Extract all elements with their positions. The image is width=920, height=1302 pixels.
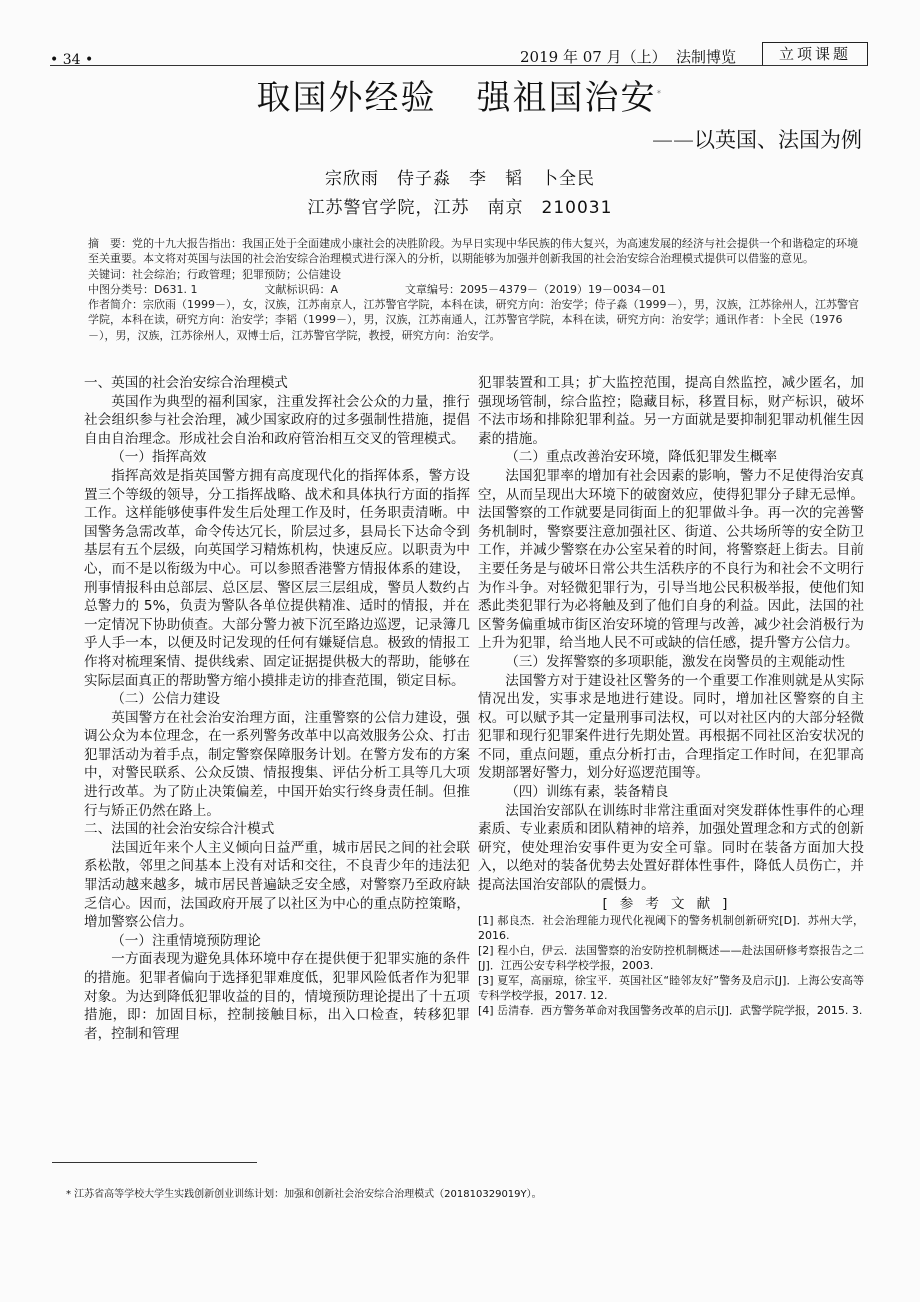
reference-item: [3] 夏军，高丽琼，徐宝平．英国社区“睦邻友好”警务及启示[J]．上海公安高等专科学校学报，2017. 12. [478,974,864,1003]
subsection-heading: （四）训练有素，装备精良 [505,784,669,801]
title-part-a: 取国外经验 [256,78,437,118]
article-subtitle: ——以英国、法国为例 [652,128,862,152]
title-part-b: 强祖国治安 [476,78,657,118]
right-column [478,374,864,1018]
reference-item: [2] 程小白，伊云．法国警察的治安防控机制概述——赴法国研修考察报告之二[J]．江西公安专科学校学报，2003. [478,944,864,973]
subsection-heading: （二）重点改善治安环境，降低犯罪发生概率 [505,449,778,466]
keywords: 关键词：社会综治；行政管理；犯罪预防；公信建设 [88,267,341,281]
section-heading: 二、法国的社会治安综合汁模式 [84,821,275,838]
issue-date: 2019 年 07 月（上） [520,48,667,66]
reference-item: [4] 岳清春．西方警务革命对我国警务改革的启示[J]．武警学院学报，2015. 3. [478,1004,863,1018]
paragraph: 法国犯罪率的增加有社会因素的影响，警力不足使得治安真空，从而呈现出大环境下的破窗效应，使得犯罪分子肆无忌惮。法国警察的工作就要是同街面上的犯罪做斗争。再一次的完善警务机制时，警察要注意加强社区、街道、公共场所等的安全防卫工作，并减少警察在办公室呆着的时间，将警察赶上街去。目前主要任务是与破坏日常公共生活秩序的不良行为和社会不文明行为作斗争。对轻微犯罪行为，引导当地公民积极举报，使他们知悉此类犯罪行为必将触及到了他们自身的利益。因此，法国的社区警务偏重城市街区治安环境的管理与改善，减少社会消极行为上升为犯罪，给当地人民不可或缺的信任感，提升警方公信力。 [478,467,864,652]
section-label: 立项课题 [762,42,868,66]
subsection-heading: （一）指挥高效 [111,449,207,466]
page-number: • 34 • [50,52,94,68]
subsection-heading: （三）发挥警察的多项职能，激发在岗警员的主观能动性 [505,653,846,670]
paragraph: 法国警方对于建设社区警务的一个重要工作准则就是从实际情况出发，实事求是地进行建设。同时，增加社区警察的自主权。可以赋予其一定量刑事司法权，可以对社区内的大部分轻微犯罪和现行犯罪案件进行先期处置。再根据不同社区治安状况的不同，重点问题，重点分析打击，合理指定工作时间，在犯罪高发期部署好警力，划分好巡逻范围等。 [478,672,864,782]
section-heading: 一、英国的社会治安综合治理模式 [84,375,288,391]
references-heading: [参考文献] [602,895,740,912]
footnote: * 江苏省高等学校大学生实践创新创业训练计划：加强和创新社会治安综合治理模式（201810329019Y）。 [66,1189,542,1200]
paragraph: 犯罪装置和工具；扩大监控范围，提高自然监控，减少匿名，加强现场管制，综合监控；隐藏目标，移置目标，财产标识，破坏不法市场和排除犯罪利益。另一方面就是要抑制犯罪动机催生因素的措施。 [478,375,864,447]
classification-line [88,282,864,297]
right-column-body [478,374,864,895]
subsection-heading: （二）公信力建设 [111,691,220,708]
reference-item: [1] 郝良杰．社会治理能力现代化视阈下的警务机制创新研究[D]．苏州大学，2016. [478,914,864,943]
affiliation: 江苏警官学院，江苏 南京 210031 [307,198,613,218]
paragraph: 指挥高效是指英国警方拥有高度现代化的指挥体系，警方设置三个等级的领导，分工指挥战略、战术和具体执行方面的指挥工作。这样能够使事件发生后处理工作及时，任务职责清晰。中国警务急需改革，命令传达冗长，阶层过多，县局长下达命令到基层有五个层级，向英国学习精炼机构，快速反应。以职责为中心，而不是以衔级为中心。可以参照香港警方情报体系的建设，刑事情报科由总部层、总区层、警区层三层组成，警员人数约占总警力的 5%，负责为警队各单位提供精准、适时的情报，并在一定情况下协助侦查。大部分警力被下沉至路边巡逻，记录簿几乎人手一本，以便及时记发现的任何有嫌疑信息。极致的情报工作将对梳理案情、提供线索、固定证据提供极大的帮助，能够在实际层面真正的帮助警方缩小摸排走访的排查范围，锁定目标。 [84,467,470,689]
author-bio: 作者简介：宗欣雨（1999－），女，汉族，江苏南京人，江苏警官学院，本科在读，研究方向：治安学；侍子淼（1999－），男，汉族，江苏徐州人，江苏警官学院，本科在读，研究方向：治安学；李韬（1999－），男，汉族，江苏南通人，江苏警官学院，本科在读，研究方向：治安学；通讯作者：卜全民（1976－），男，汉族，江苏徐州人，双博士后，江苏警官学院，教授，研究方向：治安学。 [88,298,859,342]
authors: 宗欣雨 侍子淼 李 韬 卜全民 [325,169,595,189]
references-list [478,913,864,1018]
abstract-label: 摘 要： [88,237,132,250]
subsection-heading: （一）注重情境预防理论 [111,932,261,949]
paragraph: 法国近年来个人主义倾向日益严重，城市居民之间的社会联系松散，邻里之间基本上没有对话和交往，不良青少年的违法犯罪活动越来越多，城市居民普遍缺乏安全感，对警察乃至政府缺乏信心。因而，法国政府开展了以社区为中心的重点防控策略，增加警察公信力。 [84,839,470,931]
journal-name: 法制博览 [676,48,737,66]
document-code: 文献标识码：A [264,282,338,296]
title-footnote-mark: * [656,88,664,100]
footnote-rule [52,1162,257,1163]
abstract [88,236,864,267]
article-number: 文章编号：2095－4379－（2019）19－0034－01 [405,282,666,296]
paragraph: 法国治安部队在训练时非常注重面对突发群体性事件的心理素质、专业素质和团队精神的培养，加强处置理念和方式的创新研究，使处理治安事件更为安全可靠。同时在装备方面加大投入，以绝对的装备优势去处置好群体性事件，降低人员伤亡，并提高法国治安部队的震慑力。 [478,802,864,894]
abstract-text: 党的十九大报告指出：我国正处于全面建成小康社会的决胜阶段。为早日实现中华民族的伟大复兴，为高速发展的经济与社会提供一个和谐稳定的环境至关重要。本文将对英国与法国的社会治安综合治理模式进行深入的分析，以期能够为加强并创新我国的社会治安综合治理模式提供可以借鉴的意见。 [88,237,858,266]
header-rule [50,65,868,66]
article-title [0,70,920,119]
paragraph: 英国警方在社会治安治理方面，注重警察的公信力建设，强调公众为本位理念，在一系列警务改革中以高效服务公众、打击犯罪活动为着手点，制定警察保障服务计划。在警方发布的方案中，对警民联系、公众反馈、情报搜集、评估分析工具等几大项进行改革。为了防止决策偏差，中国开始实行终身责任制。但推行与矫正仍然在路上。 [84,709,470,819]
abstract-block [88,236,864,343]
clc-number: 中图分类号：D631. 1 [88,282,198,296]
paragraph: 英国作为典型的福利国家，注重发挥社会公众的力量，推行社会组织参与社会治理，减少国家政府的过多强制性措施，提倡自由自治理念。形成社会自治和政府管治相互交叉的管理模式。 [84,393,470,447]
left-column [84,374,470,1043]
paragraph: 一方面表现为避免具体环境中存在提供便于犯罪实施的条件的措施。犯罪者偏向于选择犯罪难度低，犯罪风险低者作为犯罪对象。为达到降低犯罪收益的目的，情境预防理论提出了十五项措施，即：加固目标，控制接触目标，出入口检查，转移犯罪者，控制和管理 [84,951,470,1042]
